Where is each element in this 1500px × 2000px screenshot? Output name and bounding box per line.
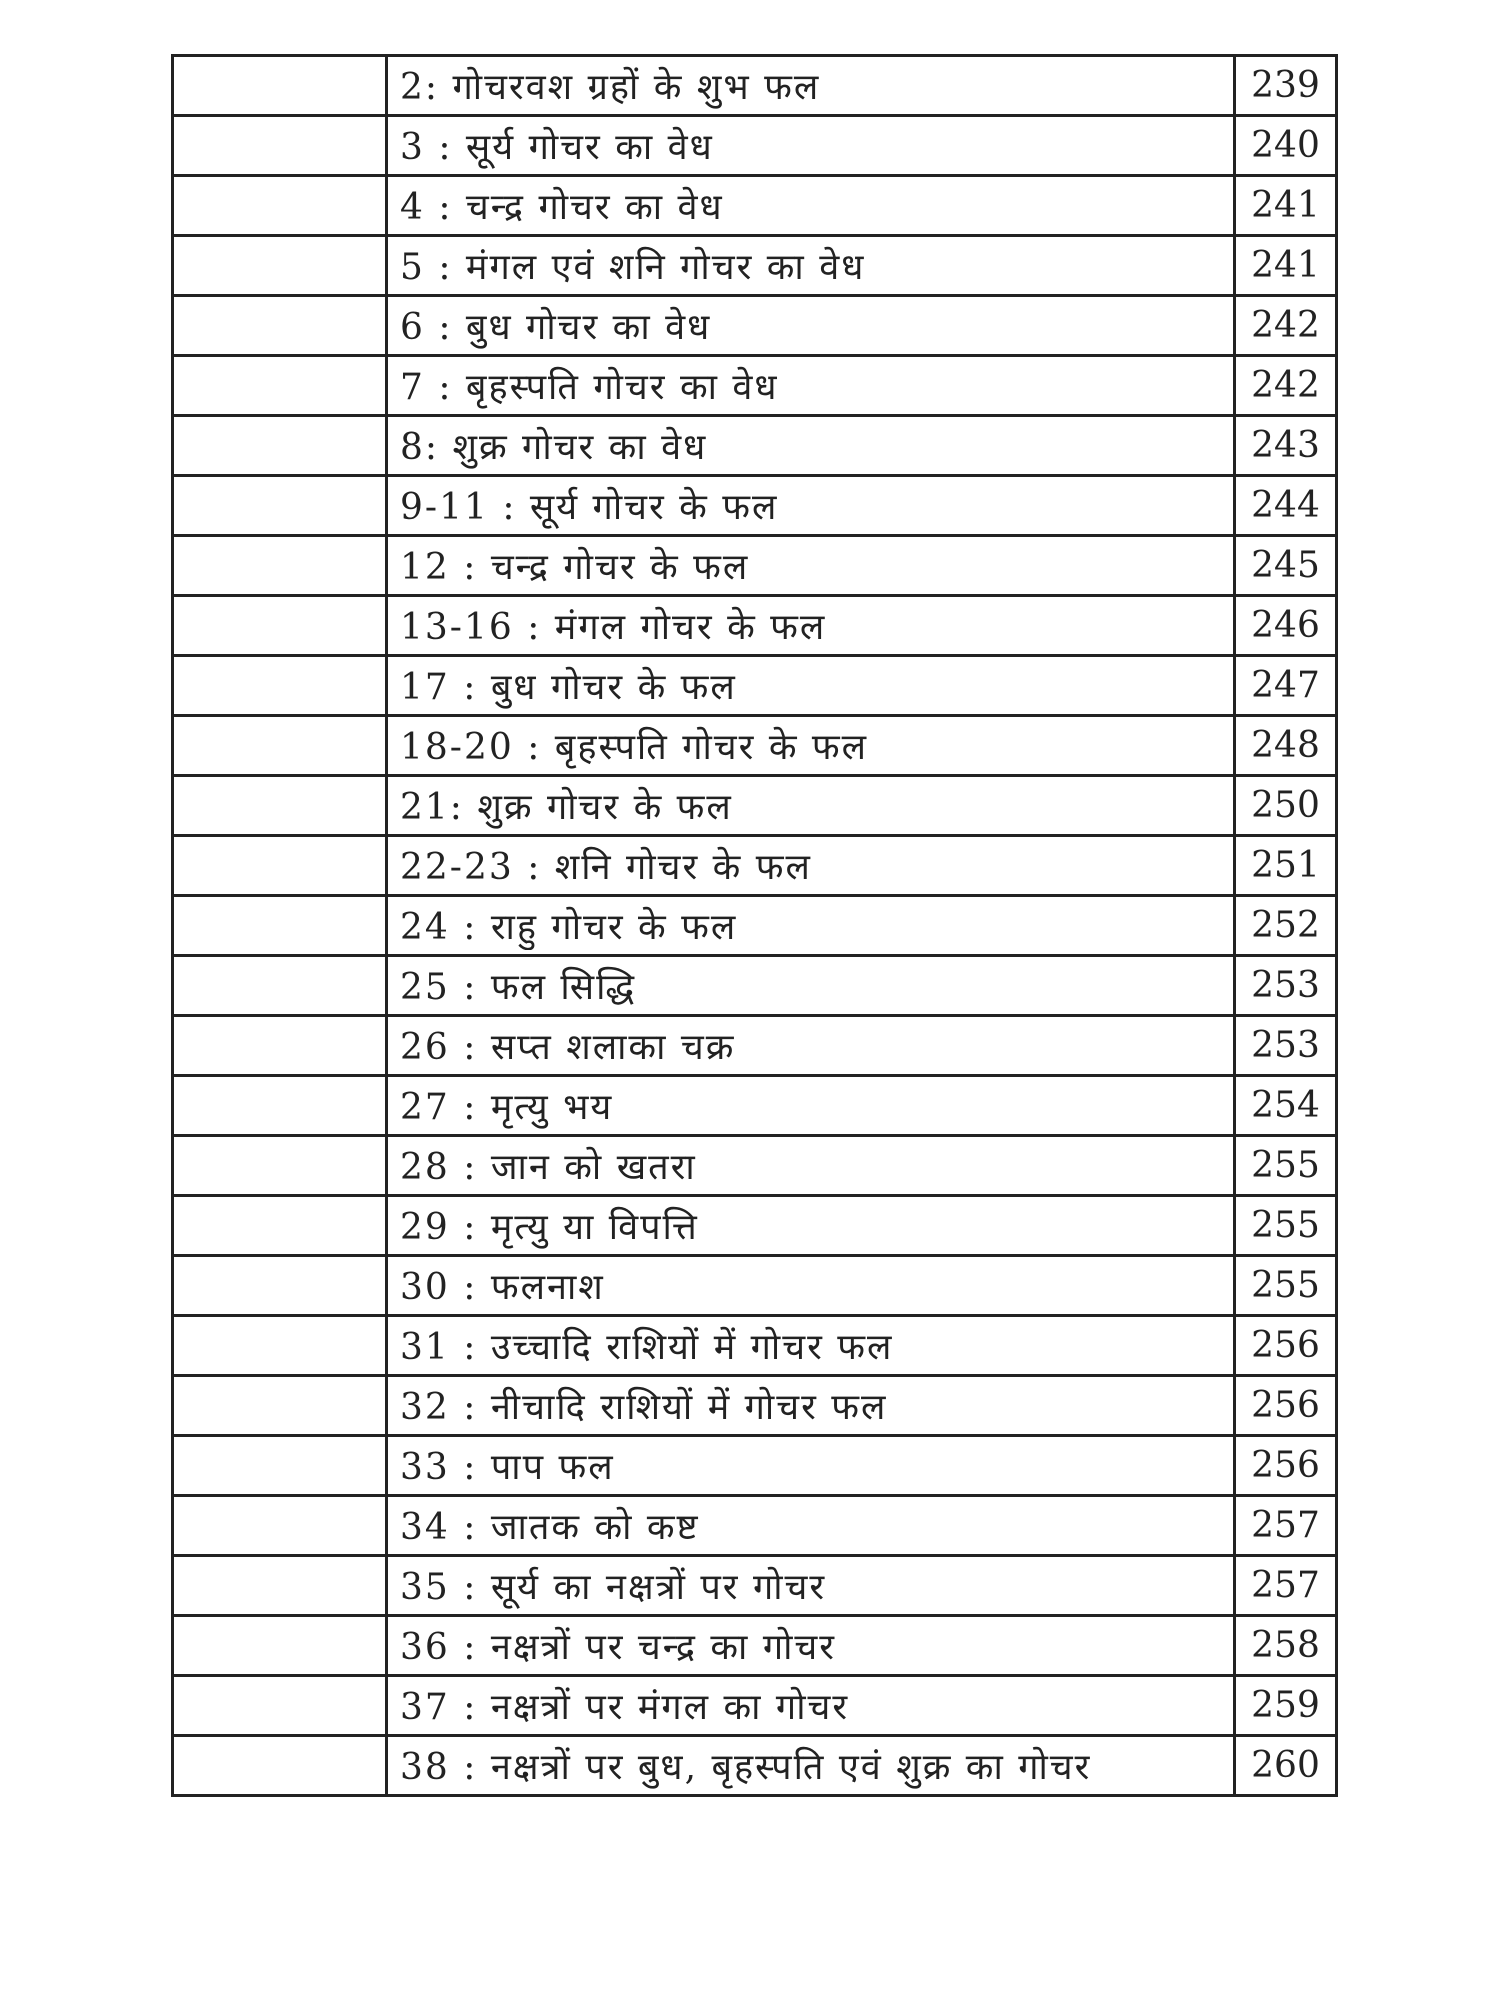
page-number: 259 [1251,1685,1320,1726]
page-number: 246 [1251,605,1320,646]
page-cell [1235,1616,1337,1676]
entry-title: 3 : सूर्य गोचर का वेध [400,127,714,168]
table-row [173,596,1337,656]
table-row [173,416,1337,476]
blank-cell [173,1316,387,1376]
entry-cell [387,356,1235,416]
entry-title: 5 : मंगल एवं शनि गोचर का वेध [400,247,866,288]
blank-cell [173,1436,387,1496]
entry-title: 27 : मृत्यु भय [400,1087,614,1128]
page-number: 250 [1251,785,1320,826]
table-row [173,716,1337,776]
page-number: 254 [1251,1085,1320,1126]
blank-cell [173,656,387,716]
table-row [173,176,1337,236]
entry-cell [387,476,1235,536]
table-row [173,1196,1337,1256]
page-number: 241 [1251,245,1320,286]
page-cell [1235,1556,1337,1616]
page-number: 242 [1251,305,1320,346]
page-number: 255 [1251,1205,1320,1246]
entry-cell [387,656,1235,716]
page-number: 239 [1251,65,1320,106]
table-row [173,656,1337,716]
entry-cell [387,1256,1235,1316]
blank-cell [173,1556,387,1616]
entry-title: 33 : पाप फल [400,1447,615,1488]
table-row [173,1436,1337,1496]
table-row [173,836,1337,896]
entry-cell [387,1436,1235,1496]
blank-cell [173,596,387,656]
entry-title: 38 : नक्षत्रों पर बुध, बृहस्पति एवं शुक्र का गोचर [400,1747,1092,1788]
entry-cell [387,116,1235,176]
page-number: 257 [1251,1505,1320,1546]
entry-title: 28 : जान को खतरा [400,1147,697,1188]
table-row [173,1136,1337,1196]
table-row [173,296,1337,356]
entry-cell [387,836,1235,896]
page-cell [1235,1496,1337,1556]
blank-cell [173,1676,387,1736]
page-cell [1235,236,1337,296]
entry-cell [387,776,1235,836]
page-cell [1235,1076,1337,1136]
page-number: 240 [1251,125,1320,166]
page-number: 256 [1251,1445,1320,1486]
entry-cell [387,1556,1235,1616]
entry-cell [387,1076,1235,1136]
entry-cell [387,1196,1235,1256]
table-of-contents [171,54,1338,1797]
blank-cell [173,356,387,416]
page-cell [1235,1736,1337,1796]
table-row [173,1556,1337,1616]
table-row [173,1316,1337,1376]
page-cell [1235,536,1337,596]
table-row [173,1016,1337,1076]
page-number: 242 [1251,365,1320,406]
entry-cell [387,956,1235,1016]
entry-title: 34 : जातक को कष्ट [400,1507,700,1548]
page-cell [1235,1376,1337,1436]
blank-cell [173,1376,387,1436]
table-row [173,776,1337,836]
table-row [173,1256,1337,1316]
page-number: 255 [1251,1265,1320,1306]
entry-cell [387,416,1235,476]
page-number: 256 [1251,1325,1320,1366]
entry-title: 13-16 : मंगल गोचर के फल [400,607,827,648]
page-cell [1235,1316,1337,1376]
page-number: 252 [1251,905,1320,946]
page-number: 241 [1251,185,1320,226]
entry-title: 6 : बुध गोचर का वेध [400,307,712,348]
blank-cell [173,476,387,536]
entry-title: 24 : राहु गोचर के फल [400,907,738,948]
page-cell [1235,1016,1337,1076]
page-cell [1235,656,1337,716]
entry-cell [387,1736,1235,1796]
entry-title: 30 : फलनाश [400,1267,605,1308]
page-cell [1235,716,1337,776]
blank-cell [173,1016,387,1076]
page-cell [1235,1136,1337,1196]
entry-title: 21: शुक्र गोचर के फल [400,787,733,828]
page-number: 255 [1251,1145,1320,1186]
blank-cell [173,716,387,776]
entry-title: 4 : चन्द्र गोचर का वेध [400,187,724,228]
blank-cell [173,116,387,176]
entry-cell [387,56,1235,116]
table-row [173,1736,1337,1796]
table-row [173,956,1337,1016]
entry-cell [387,236,1235,296]
entry-cell [387,1136,1235,1196]
entry-title: 8: शुक्र गोचर का वेध [400,427,708,468]
entry-cell [387,1676,1235,1736]
entry-cell [387,596,1235,656]
entry-title: 12 : चन्द्र गोचर के फल [400,547,750,588]
entry-cell [387,1496,1235,1556]
entry-title: 35 : सूर्य का नक्षत्रों पर गोचर [400,1567,827,1608]
page-cell [1235,176,1337,236]
page-number: 248 [1251,725,1320,766]
blank-cell [173,776,387,836]
page-cell [1235,356,1337,416]
table-row [173,1676,1337,1736]
page-number: 257 [1251,1565,1320,1606]
blank-cell [173,1616,387,1676]
page-number: 260 [1251,1745,1320,1786]
blank-cell [173,1076,387,1136]
page-cell [1235,416,1337,476]
entry-cell [387,1316,1235,1376]
table-row [173,1376,1337,1436]
page-cell [1235,56,1337,116]
blank-cell [173,1196,387,1256]
entry-cell [387,176,1235,236]
entry-title: 25 : फल सिद्धि [400,967,637,1008]
table-row [173,536,1337,596]
page-cell [1235,116,1337,176]
entry-title: 7 : बृहस्पति गोचर का वेध [400,367,779,408]
table-row [173,116,1337,176]
entry-title: 37 : नक्षत्रों पर मंगल का गोचर [400,1687,850,1728]
entry-title: 22-23 : शनि गोचर के फल [400,847,812,888]
entry-title: 31 : उच्चादि राशियों में गोचर फल [400,1327,894,1368]
page-number: 251 [1251,845,1320,886]
page-cell [1235,836,1337,896]
blank-cell [173,896,387,956]
table-row [173,1496,1337,1556]
entry-cell [387,1616,1235,1676]
blank-cell [173,536,387,596]
blank-cell [173,1136,387,1196]
page-number: 245 [1251,545,1320,586]
blank-cell [173,296,387,356]
page-number: 243 [1251,425,1320,466]
page-number: 256 [1251,1385,1320,1426]
page-number: 258 [1251,1625,1320,1666]
page-cell [1235,1676,1337,1736]
blank-cell [173,236,387,296]
page-cell [1235,296,1337,356]
table-row [173,236,1337,296]
table-row [173,1616,1337,1676]
toc-body [173,56,1337,1796]
page-cell [1235,956,1337,1016]
table-row [173,56,1337,116]
page-cell [1235,1256,1337,1316]
table-row [173,896,1337,956]
entry-title: 36 : नक्षत्रों पर चन्द्र का गोचर [400,1627,837,1668]
entry-title: 18-20 : बृहस्पति गोचर के फल [400,727,869,768]
table-row [173,1076,1337,1136]
page-number: 247 [1251,665,1320,706]
page-cell [1235,1436,1337,1496]
entry-title: 32 : नीचादि राशियों में गोचर फल [400,1387,888,1428]
blank-cell [173,1256,387,1316]
entry-cell [387,1016,1235,1076]
blank-cell [173,416,387,476]
page-cell [1235,896,1337,956]
entry-cell [387,716,1235,776]
page-cell [1235,476,1337,536]
blank-cell [173,1496,387,1556]
blank-cell [173,176,387,236]
blank-cell [173,56,387,116]
page-cell [1235,1196,1337,1256]
entry-title: 29 : मृत्यु या विपत्ति [400,1207,699,1248]
entry-title: 2: गोचरवश ग्रहों के शुभ फल [400,67,821,108]
blank-cell [173,1736,387,1796]
entry-cell [387,296,1235,356]
blank-cell [173,836,387,896]
page-cell [1235,776,1337,836]
entry-title: 9-11 : सूर्य गोचर के फल [400,487,779,528]
entry-title: 26 : सप्त शलाका चक्र [400,1027,736,1068]
page-number: 253 [1251,965,1320,1006]
page-cell [1235,596,1337,656]
table-row [173,356,1337,416]
blank-cell [173,956,387,1016]
table-row [173,476,1337,536]
page-number: 253 [1251,1025,1320,1066]
entry-title: 17 : बुध गोचर के फल [400,667,737,708]
entry-cell [387,896,1235,956]
entry-cell [387,1376,1235,1436]
entry-cell [387,536,1235,596]
page-number: 244 [1251,485,1320,526]
